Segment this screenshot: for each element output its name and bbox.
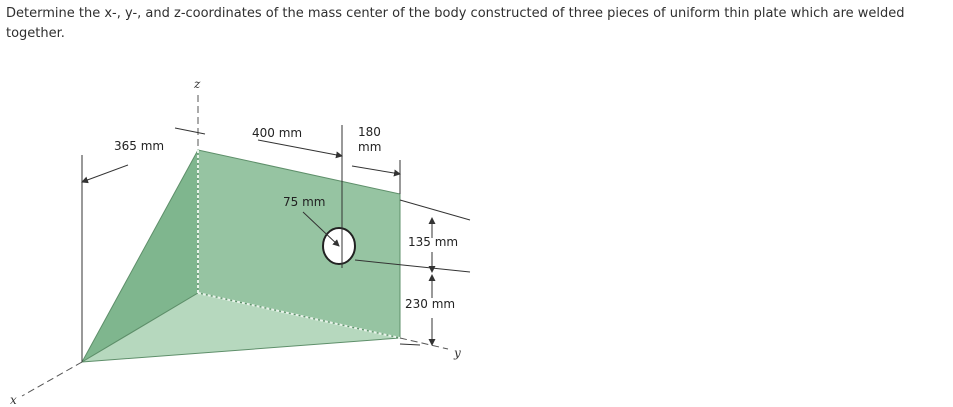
x-axis [22, 362, 82, 396]
dimension-180-value: 180 [358, 125, 381, 139]
dimension-365-line [82, 165, 128, 182]
y-axis-label: y [454, 346, 461, 360]
problem-statement: Determine the x-, y-, and z-coordinates of the mass center of the body constructed of three pieces of uniform thin plate which are welded together. [6, 6, 905, 41]
dimension-400-arrow-right [258, 140, 342, 156]
x-axis-label: x [10, 393, 17, 407]
dimension-400-line [175, 128, 205, 134]
y-axis [400, 338, 448, 349]
extension-line-top [400, 200, 470, 220]
dimension-365-label: 365 mm [114, 139, 165, 153]
dimension-180-unit: mm [358, 140, 382, 154]
dimension-400-label: 400 mm [252, 126, 303, 140]
extension-line-bottom [400, 344, 420, 345]
dimension-230-label: 230 mm [405, 297, 456, 311]
dimension-135-label: 135 mm [408, 235, 459, 249]
welded-plate-figure [0, 60, 953, 407]
z-axis-label: z [194, 77, 201, 91]
dimension-180-arrow [352, 166, 400, 174]
dimension-75-label: 75 mm [283, 195, 326, 209]
